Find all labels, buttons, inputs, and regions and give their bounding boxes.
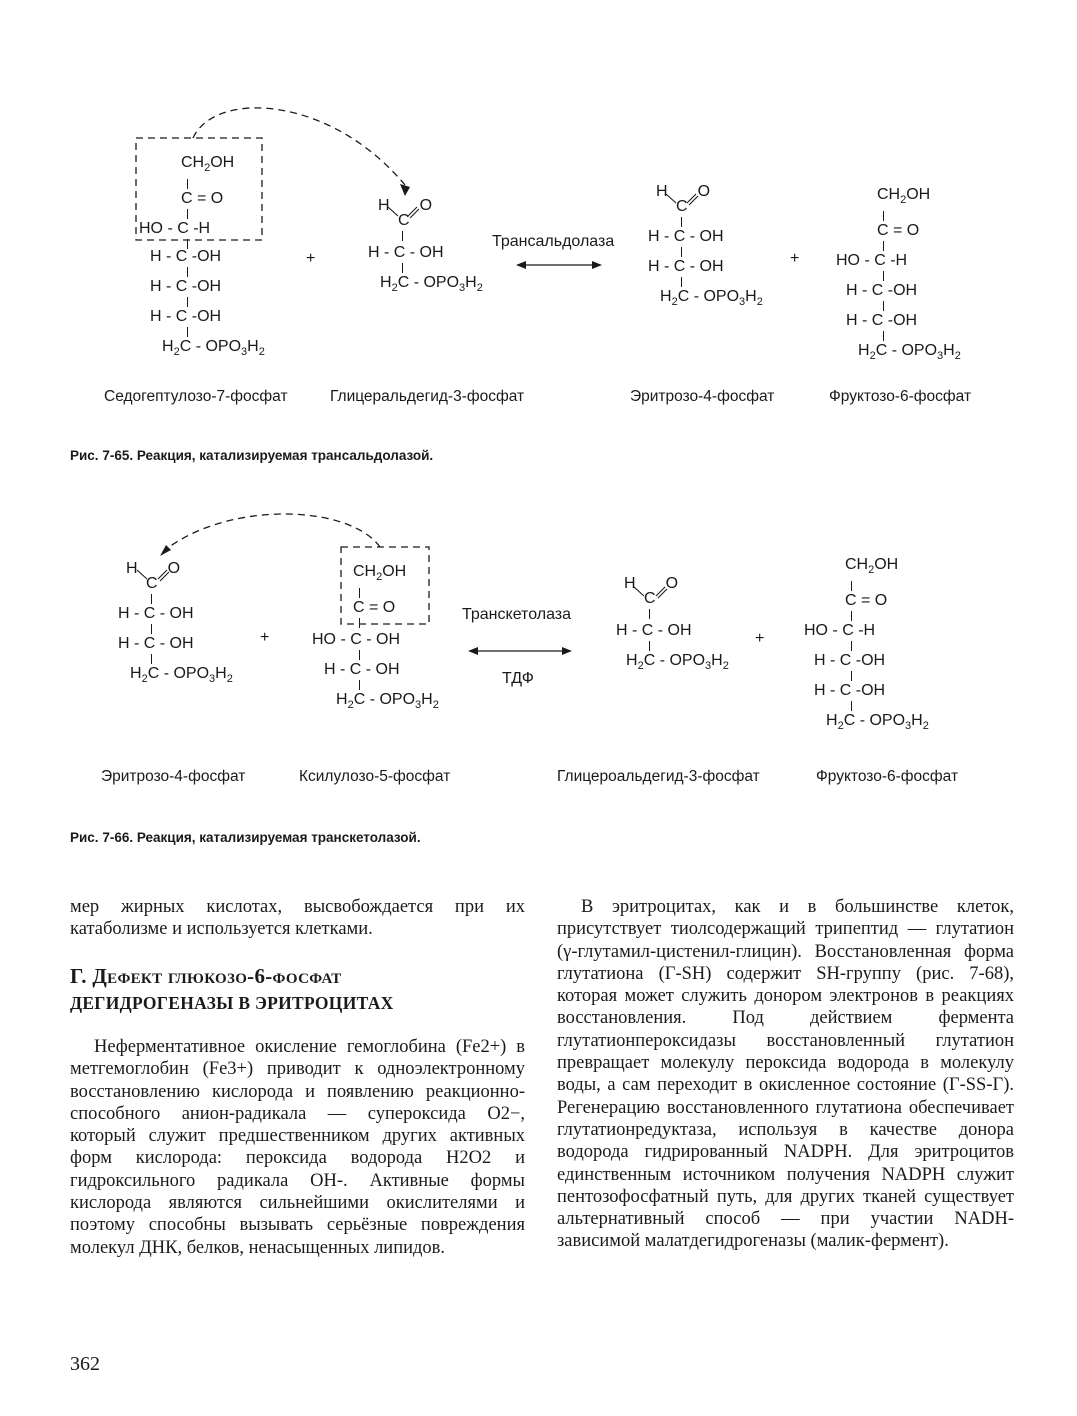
molecule-fructose-6-phosphate: $CH_2OH$ C = O HO - C -H H - C -OH H - C -OH $H_2C - OPO_3H_2$	[836, 186, 961, 363]
molecule-sedoheptulose-7-phosphate: $CH_2OH$ C = O HO - C -H H - C -OH H - C -OH H - C -OH $H_2C - OPO_3H_2$	[139, 154, 265, 359]
molecule-erythrose-4-phosphate: H O C H - C - OH H - C - OH $H_2C - OPO_3H_2$	[648, 183, 763, 309]
label-glyceraldehyde: Глицеральдегид-3-фосфат	[330, 388, 525, 405]
left-column-intro: мер жирных кислотах, высвобождается при их катаболизме и используется клетками.	[70, 897, 525, 940]
plus-sign: +	[755, 630, 765, 647]
label-fructose: Фруктозо-6-фосфат	[829, 388, 972, 405]
section-heading	[70, 964, 530, 1014]
page-number: 362	[70, 1353, 100, 1375]
label-erythrose: Эритрозо-4-фосфат	[630, 388, 775, 405]
transfer-arrowhead	[160, 545, 171, 556]
label-fructose: Фруктозо-6-фосфат	[816, 768, 959, 785]
right-column-paragraph	[557, 896, 1014, 1253]
enzyme-transketolase: Транскетолаза	[462, 606, 572, 623]
plus-sign: +	[260, 629, 270, 646]
molecule-glyceraldehyde-3-phosphate: H O C H - C - OH $H_2C - OPO_3H_2$	[368, 197, 483, 295]
cofactor-tdp: ТДФ	[502, 670, 534, 687]
molecule-xylulose-5-phosphate: $CH_2OH$ C = O HO - C - OH H - C - OH $H_2C - OPO_3H_2$	[312, 563, 439, 712]
transfer-arrow	[165, 514, 380, 550]
heading-line-2: ДЕГИДРОГЕНАЗЫ В ЭРИТРОЦИТАХ	[70, 993, 394, 1013]
figure-caption: Рис. 7-65. Реакция, катализируемая трансальдолазой.	[70, 448, 434, 463]
label-sedoheptulose: Седогептулозо-7-фосфат	[104, 388, 288, 405]
paragraph-hemoglobin-oxidation: Неферментативное окисление гемоглобина (Fe2+) в метгемоглобин (Fe3+) приводит к одноэлектронному восстановлению кислорода и появлению реакционно-способного анион-радикала — супероксида O2−, который служит предшественником других активных форм кислорода: пероксида водорода H2O2 и гидроксильного радикала OH-. Активные формы кислорода являются сильнейшими окислителями и поэтому способны вызывать серьёзные повреждения молекул ДНК, белков, ненасыщенных липидов.	[70, 1037, 525, 1258]
plus-sign: +	[306, 250, 316, 267]
heading-line-1: Г. Дефект глюкозо-6-фосфат	[70, 964, 342, 988]
label-glyceraldehyde: Глицероальдегид-3-фосфат	[557, 768, 760, 785]
plus-sign: +	[790, 250, 800, 267]
left-column-paragraph	[70, 1036, 525, 1259]
molecule-erythrose-4-phosphate: H O C H - C - OH H - C - OH $H_2C - OPO_3H_2$	[118, 560, 233, 686]
figure-caption: Рис. 7-66. Реакция, катализируемая транскетолазой.	[70, 830, 421, 845]
molecule-glyceraldehyde-3-phosphate: H O C H - C - OH $H_2C - OPO_3H_2$	[616, 575, 729, 673]
label-xylulose: Ксилулозо-5-фосфат	[299, 768, 451, 785]
label-erythrose: Эритрозо-4-фосфат	[101, 768, 246, 785]
molecule-fructose-6-phosphate: $CH_2OH$ C = O HO - C -H H - C -OH H - C -OH $H_2C - OPO_3H_2$	[804, 556, 929, 733]
paragraph-glutathione: В эритроцитах, как и в большинстве клеток, присутствует тиолсодержащий трипептид — глутатион (γ-глутамил-цистенил-глицин). Восстановленная форма глутатиона (Г-SH) содержит SH-группу (рис. 7-68), которая может служить донором электронов в реакциях восстановления. Под действием фермента глутатионпероксидазы восстановленный глутатион превращает молекулу пероксида водорода в молекулу воды, а сам переходит в окисленное состояние (Г-SS-Г). Регенерацию восстановленного глутатиона обеспечивает глутатионредуктаза, используя в качестве донора водорода гидрированный NADPH. Для эритроцитов единственным источником получения NADPH служит пентозофосфатный путь, для других тканей существует альтернативный способ — при участии NADH-зависимой малатдегидрогеназы (малик-фермент).	[557, 897, 1014, 1252]
enzyme-transaldolase: Трансальдолаза	[492, 233, 615, 250]
